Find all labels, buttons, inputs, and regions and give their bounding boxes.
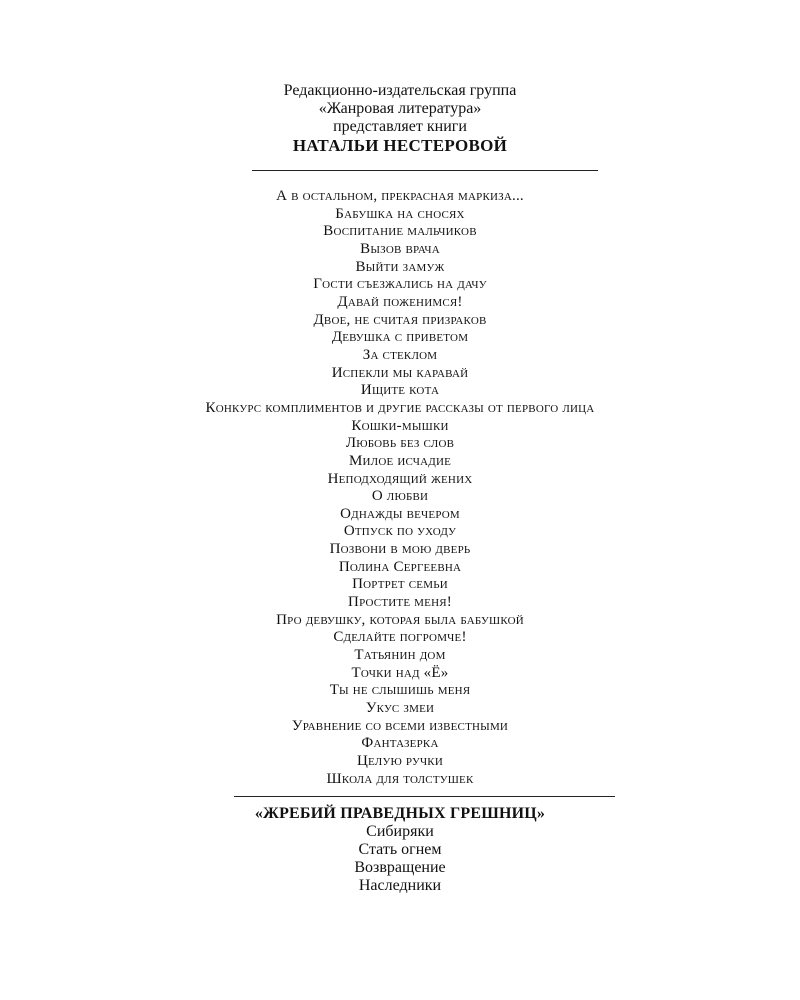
book-title: Сделайте погромче! (333, 629, 467, 646)
book-title: Точки над «Ё» (351, 664, 449, 681)
book-title: А в остальном, прекрасная маркиза... (276, 188, 524, 204)
book-title: Школа для толстушек (326, 770, 474, 787)
presents-line: представляет книги (333, 118, 467, 135)
book-title: О любви (371, 488, 429, 505)
author-name: НАТАЛЬИ НЕСТЕРОВОЙ (292, 136, 508, 155)
book-title: Отпуск по уходу (343, 523, 457, 540)
book-title: Портрет семьи (352, 576, 448, 593)
divider-top (252, 170, 598, 171)
series-book-title: Наследники (358, 877, 442, 894)
book-title: Ищите кота (360, 382, 440, 399)
series-title: «ЖРЕБИЙ ПРАВЕДНЫХ ГРЕШНИЦ» (254, 805, 546, 822)
publisher-header (0, 82, 800, 156)
book-title: Ты не слышишь меня (329, 682, 471, 699)
book-title: Гости съезжались на дачу (313, 276, 487, 293)
series-book-title: Стать огнем (358, 841, 442, 858)
book-title: Укус змеи (365, 700, 435, 717)
publisher-group-line: Редакционно-издательская группа (283, 82, 517, 99)
series-books-list (0, 823, 800, 895)
book-title: Уравнение со всеми известными (291, 717, 509, 734)
book-title: Милое исчадие (348, 452, 452, 469)
book-title: Конкурс комплиментов и другие рассказы от первого лица (205, 399, 595, 416)
book-title: Фантазерка (361, 735, 439, 752)
book-title: Простите меня! (348, 594, 452, 611)
book-title: Однажды вечером (340, 505, 460, 522)
book-title: Про девушку, которая была бабушкой (276, 611, 524, 628)
book-title: Кошки-мышки (351, 417, 449, 434)
series-section (0, 804, 800, 895)
book-title: Бабушка на сносях (335, 205, 465, 222)
book-title: Целую ручки (357, 753, 443, 769)
book-title: Воспитание мальчиков (323, 223, 477, 240)
book-title: Двое, не считая призраков (313, 311, 487, 328)
book-title: Любовь без слов (345, 435, 455, 452)
book-title: За стеклом (362, 346, 438, 363)
publisher-imprint-line: «Жанровая литература» (318, 100, 482, 117)
book-title: Давай поженимся! (337, 293, 463, 310)
book-title: Испекли мы каравай (331, 364, 469, 381)
book-title: Вызов врача (360, 240, 440, 257)
book-titles-list (0, 188, 800, 788)
book-title: Девушка с приветом (331, 329, 469, 346)
book-title: Выйти замуж (355, 258, 445, 275)
series-book-title: Сибиряки (366, 823, 434, 840)
book-title: Неподходящий жених (327, 470, 473, 487)
book-title: Татьянин дом (354, 647, 446, 664)
book-title: Позвони в мою дверь (329, 541, 471, 558)
book-title: Полина Сергеевна (338, 558, 462, 575)
series-book-title: Возвращение (354, 859, 446, 876)
divider-series (234, 796, 615, 797)
